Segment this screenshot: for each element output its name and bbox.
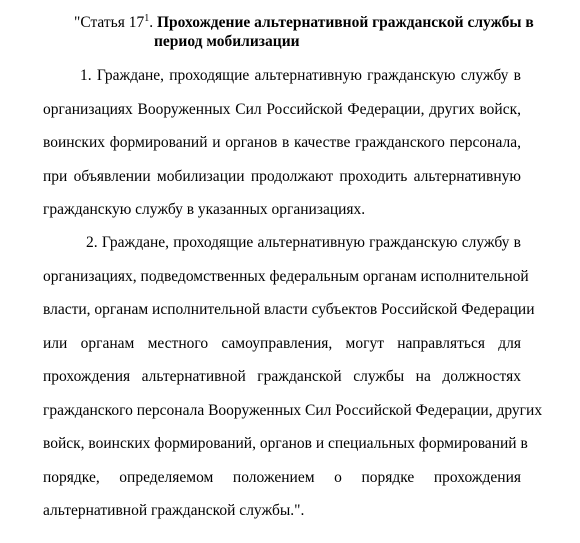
- paragraph-line: власти, органам исполнительной власти субъектов Российской Федерации: [43, 301, 535, 318]
- paragraph-line: альтернативной гражданской службы.".: [43, 502, 305, 519]
- paragraph-line: войск, воинских формирований, органов и специальных формирований в: [43, 435, 528, 452]
- article-heading: [74, 13, 544, 51]
- paragraph-line: гражданского персонала Вооруженных Сил Российской Федерации, других: [43, 401, 543, 419]
- paragraph-line: организациях, подведомственных федеральным органам исполнительной: [43, 267, 529, 285]
- paragraph-line: или органам местного самоуправления, могут направляться для: [43, 334, 521, 352]
- paragraph-line: воинских формирований и органов в качестве гражданского персонала,: [43, 134, 521, 151]
- paragraph-line: прохождения альтернативной гражданской службы на должностях: [43, 368, 521, 385]
- paragraph-line: 2. Граждане, проходящие альтернативную гражданскую службу в: [86, 234, 521, 251]
- paragraph-line: 1. Граждане, проходящие альтернативную гражданскую службу в: [80, 67, 521, 84]
- paragraph-line: при объявлении мобилизации продолжают проходить альтернативную: [43, 167, 521, 185]
- paragraph-2: [43, 226, 543, 528]
- paragraph-line: порядке, определяемом положением о порядке прохождения: [43, 468, 521, 486]
- article-title-line2: период мобилизации: [154, 33, 300, 50]
- article-title-line1: Прохождение альтернативной гражданской службы в: [157, 14, 534, 31]
- paragraph-line: гражданскую службу в указанных организациях.: [43, 201, 366, 218]
- article-number-superscript: 1: [144, 13, 150, 24]
- paragraph-line: организациях Вооруженных Сил Российской Федерации, других войск,: [43, 100, 521, 118]
- paragraph-1: [43, 59, 521, 227]
- article-number-dot: .: [149, 14, 154, 31]
- article-number: "Статья 17: [74, 14, 145, 31]
